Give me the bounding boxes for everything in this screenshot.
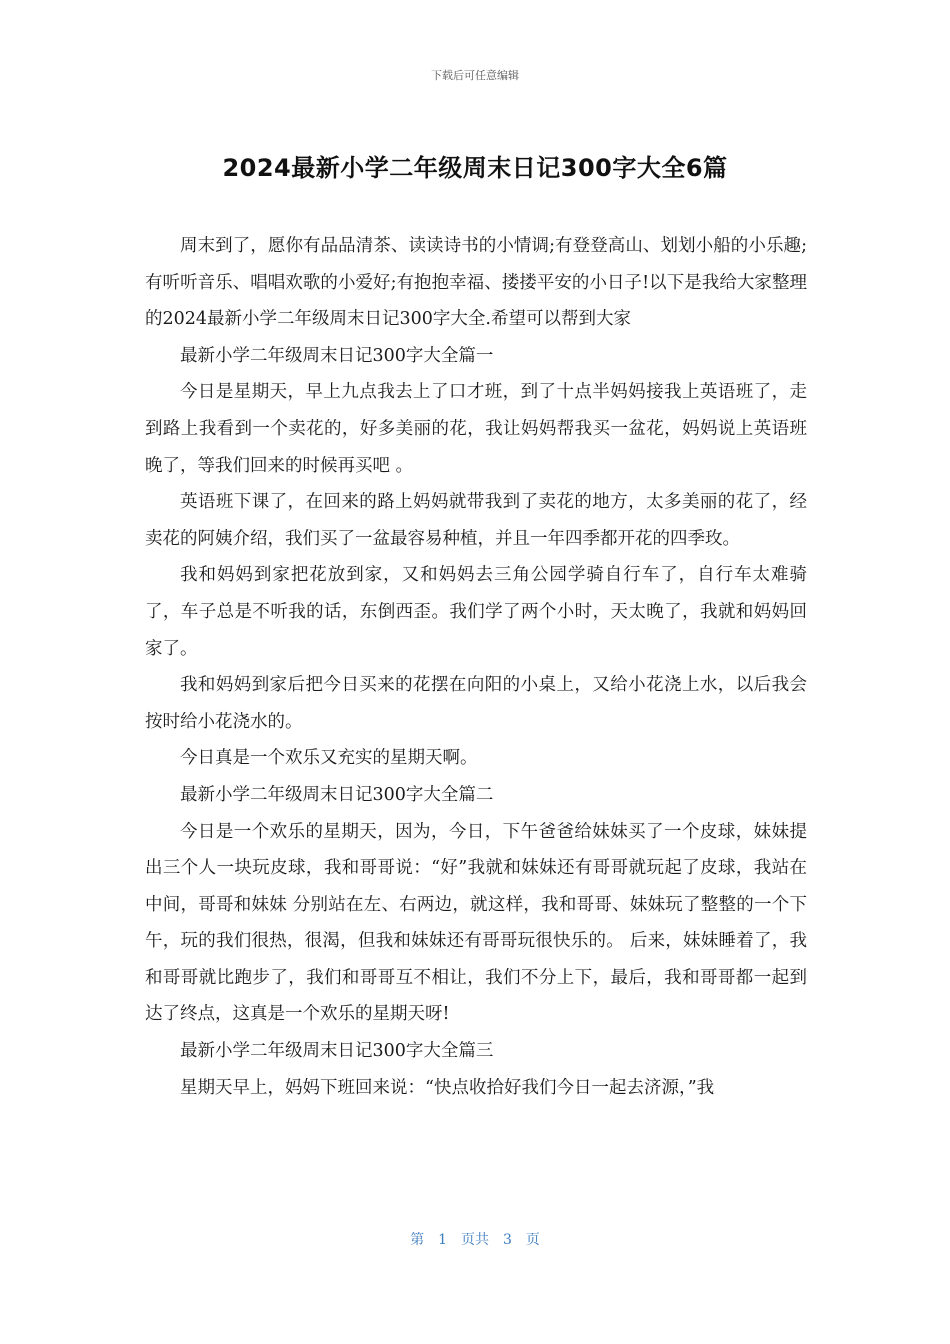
current-page-number: 1 [438,1232,447,1248]
section-heading-1: 最新小学二年级周末日记300字大全篇一 [180,345,494,366]
body-paragraph: 今日真是一个欢乐又充实的星期天啊。 [180,748,478,769]
section-heading-3: 最新小学二年级周末日记300字大全篇三 [180,1041,494,1062]
header-note: 下载后可任意编辑 [431,69,519,82]
footer-middle: 页共 [461,1232,489,1248]
body-paragraph: 我和妈妈到家后把今日买来的花摆在向阳的小桌上，又给小花浇上水，以后我会按时给小花浇水的。 [145,675,807,732]
page-footer [0,1229,950,1249]
body-paragraph: 我和妈妈到家把花放到家，又和妈妈去三角公园学骑自行车了，自行车太难骑了，车子总是不听我的话，东倒西歪。我们学了两个小时，天太晚了，我就和妈妈回家了。 [145,565,807,659]
document-title: 2024最新小学二年级周末日记300字大全6篇 [222,154,728,182]
body-paragraph: 今日是星期天，早上九点我去上了口才班，到了十点半妈妈接我上英语班了，走到路上我看到一个卖花的，好多美丽的花，我让妈妈帮我买一盆花，妈妈说上英语班晚了，等我们回来的时候再买吧 。 [145,382,807,476]
body-paragraph: 英语班下课了，在回来的路上妈妈就带我到了卖花的地方，太多美丽的花了，经卖花的阿姨介绍，我们买了一盆最容易种植，并且一年四季都开花的四季玫。 [145,492,807,549]
footer-prefix: 第 [410,1232,425,1248]
document-body [145,228,807,1106]
body-paragraph: 星期天早上，妈妈下班回来说：“快点收拾好我们今日一起去济源，”我 [180,1077,715,1098]
section-heading-2: 最新小学二年级周末日记300字大全篇二 [180,784,494,805]
intro-paragraph: 周末到了，愿你有品品清茶、读读诗书的小情调;有登登高山、划划小船的小乐趣;有听听音乐、唱唱欢歌的小爱好;有抱抱幸福、搂搂平安的小日子!以下是我给大家整理的2024最新小学二年级周末日记300字大全.希望可以帮到大家 [145,236,807,330]
total-pages-number: 3 [503,1232,512,1248]
footer-suffix: 页 [525,1232,540,1248]
body-paragraph: 今日是一个欢乐的星期天，因为，今日，下午爸爸给妹妹买了一个皮球，妹妹提出三个人一块玩皮球，我和哥哥说：“好”我就和妹妹还有哥哥就玩起了皮球，我站在中间，哥哥和妹妹 分别站在左、右两边，就这样，我和哥哥、妹妹玩了整整的一个下午，玩的我们很热，很渴，但我和妹妹还有哥哥玩很快乐的。 后来，妹妹睡着了，我和哥哥就比跑步了，我们和哥哥互不相让，我们不分上下，最后，我和哥哥都一起到达了终点，这真是一个欢乐的星期天呀! [145,821,807,1025]
